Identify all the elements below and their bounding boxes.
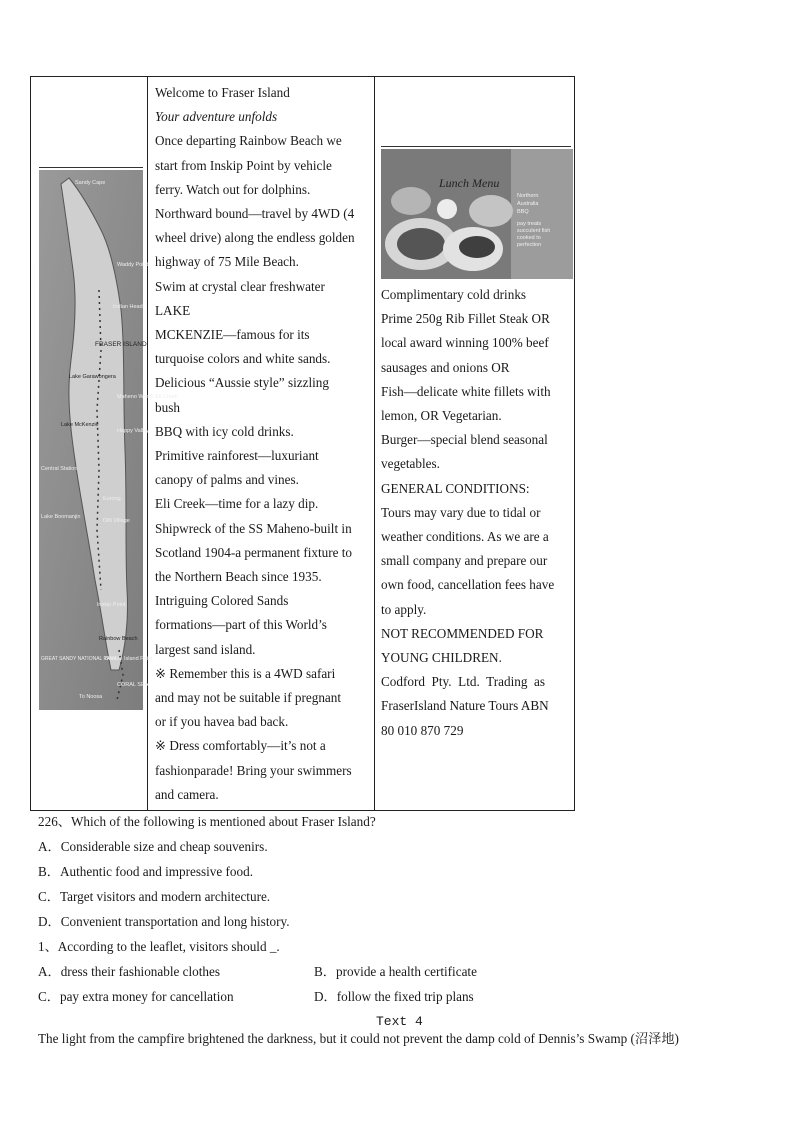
text-line: and camera. (155, 786, 219, 802)
text-line: vegetables. (381, 456, 440, 472)
itinerary-text (148, 77, 374, 807)
text-line: ferry. Watch out for dolphins. (155, 181, 311, 197)
map-label: To Noosa (79, 694, 103, 700)
text-line: lemon, OR Vegetarian. (381, 408, 502, 424)
divider (39, 167, 143, 168)
text-line: Northward bound—travel by 4WD (4 (155, 206, 355, 222)
text-line: Swim at crystal clear freshwater (155, 278, 325, 294)
text-line: Intriguing Colored Sands (155, 593, 289, 609)
question-226-option-b[interactable]: B．Authentic food and impressive food. (38, 864, 253, 879)
map-label: Rainbow Beach (99, 636, 138, 642)
text-line: ※ Remember this is a 4WD safari (155, 665, 336, 681)
text-line: small company and prepare our (381, 553, 548, 569)
lunch-menu-title: Lunch Menu (439, 176, 500, 190)
leaflet-table (30, 76, 575, 811)
map-label: Double Island Point (105, 656, 153, 662)
text-line: Delicious “Aussie style” sizzling (155, 375, 329, 391)
photo-caption: Northern (517, 193, 539, 199)
text-line: sausages and onions OR (381, 359, 510, 375)
text-line: and may not be suitable if pregnant (155, 690, 342, 706)
map-label: CORAL SEA (117, 682, 149, 688)
text-line: Codford Pty. Ltd. Trading as (381, 674, 545, 690)
map-label: Inskip Point (97, 602, 126, 608)
photo-caption: succulent fish (517, 228, 551, 234)
photo-caption: BBQ (517, 209, 529, 215)
lunch-cell (375, 77, 575, 811)
text-line: Prime 250g Rib Fillet Steak OR (381, 311, 550, 327)
text-line: YOUNG CHILDREN. (381, 650, 502, 666)
text-line: Fish—delicate white fillets with (381, 383, 551, 399)
photo-caption: pay treats (517, 221, 542, 227)
map-label: FRASER ISLAND (95, 341, 147, 348)
map-label: Lake Boomanjin (41, 514, 81, 520)
question-226-option-a[interactable]: A．Considerable size and cheap souvenirs. (38, 839, 268, 854)
map-label: Lake Garawongera (69, 374, 116, 380)
text-line: canopy of palms and vines. (155, 472, 299, 488)
text-line: fashionparade! Bring your swimmers (155, 762, 352, 778)
divider (381, 146, 571, 147)
text-line: or if you havea bad back. (155, 714, 289, 730)
tagline: Your adventure unfolds (155, 109, 278, 125)
photo-caption: perfection (517, 242, 542, 248)
lunch-and-conditions-text (375, 283, 558, 743)
question-1-option-c[interactable]: C．pay extra money for cancellation (38, 989, 234, 1004)
question-1-stem: 1、According to the leaflet, visitors should _. (38, 939, 280, 954)
map-label: Sandy Cape (75, 180, 106, 186)
itinerary-cell (148, 77, 375, 811)
text-line: formations—part of this World’s (155, 617, 327, 633)
text-line: Scotland 1904-a permanent fixture to (155, 544, 353, 560)
text-4-heading: Text 4 (376, 1014, 423, 1029)
text-line: highway of 75 Mile Beach. (155, 254, 299, 270)
map-label: Maheno Wreck Eli Creek (117, 394, 178, 400)
text-line: largest sand island. (155, 641, 256, 657)
text-line: own food, cancellation fees have (381, 577, 555, 593)
map-label: Central Station (41, 466, 78, 472)
text-line: the Northern Beach since 1935. (155, 569, 322, 585)
photo-caption: cooked to (517, 235, 541, 241)
text-line: Shipwreck of the SS Maheno-built in (155, 520, 352, 536)
text-line: Burger—special blend seasonal (381, 432, 548, 448)
heading: Welcome to Fraser Island (155, 85, 290, 100)
text-line: start from Inskip Point by vehicle (155, 157, 332, 173)
text-line: Once departing Rainbow Beach we (155, 133, 342, 149)
text-line: turquoise colors and white sands. (155, 351, 331, 367)
text-line: to apply. (381, 601, 427, 617)
question-1-option-b[interactable]: B．provide a health certificate (314, 964, 477, 979)
text-line: 80 010 870 729 (381, 722, 464, 738)
text-line: MCKENZIE—famous for its (155, 327, 310, 343)
map-label: Happy Valley (117, 428, 149, 434)
lunch-menu-photo (381, 149, 573, 279)
text-line: BBQ with icy cold drinks. (155, 423, 294, 439)
question-1-option-d[interactable]: D．follow the fixed trip plans (314, 989, 474, 1004)
text-line: NOT RECOMMENDED FOR (381, 625, 544, 641)
text-line: Eli Creek—time for a lazy dip. (155, 496, 319, 512)
text-line: ※ Dress comfortably—it’s not a (155, 738, 326, 754)
text-line: Tours may vary due to tidal or (381, 504, 541, 520)
question-1-option-a[interactable]: A．dress their fashionable clothes (38, 964, 221, 979)
text-line: Primitive rainforest—luxuriant (155, 448, 319, 464)
photo-caption: Australia (517, 201, 539, 207)
text-line: weather conditions. As we are a (381, 529, 549, 545)
text-line: wheel drive) along the endless golden (155, 230, 355, 246)
text-line: LAKE (155, 302, 191, 318)
text-line: local award winning 100% beef (381, 335, 549, 351)
text-line: GENERAL CONDITIONS: (381, 480, 530, 496)
text-line: Complimentary cold drinks (381, 287, 527, 302)
map-label: Lake McKenzie (61, 422, 99, 428)
map-label: Waddy Point (117, 262, 148, 268)
map-label: Eurong (103, 496, 121, 502)
text-4-first-line: The light from the campfire brightened the darkness, but it could not prevent the damp cold of Dennis’s Swamp (沼泽地) (38, 1031, 679, 1046)
text-line: FraserIsland Nature Tours ABN (381, 698, 549, 714)
map-label: GREAT SANDY NATIONAL PARK (41, 656, 117, 662)
text-line: bush (155, 399, 180, 415)
map-label: Indian Head (113, 304, 143, 310)
question-226-option-c[interactable]: C．Target visitors and modern architecture. (38, 889, 271, 904)
map-label: Dilli Village (103, 518, 130, 524)
question-226-option-d[interactable]: D．Convenient transportation and long history. (38, 914, 290, 929)
question-226-stem: 226、Which of the following is mentioned about Fraser Island? (38, 814, 376, 829)
